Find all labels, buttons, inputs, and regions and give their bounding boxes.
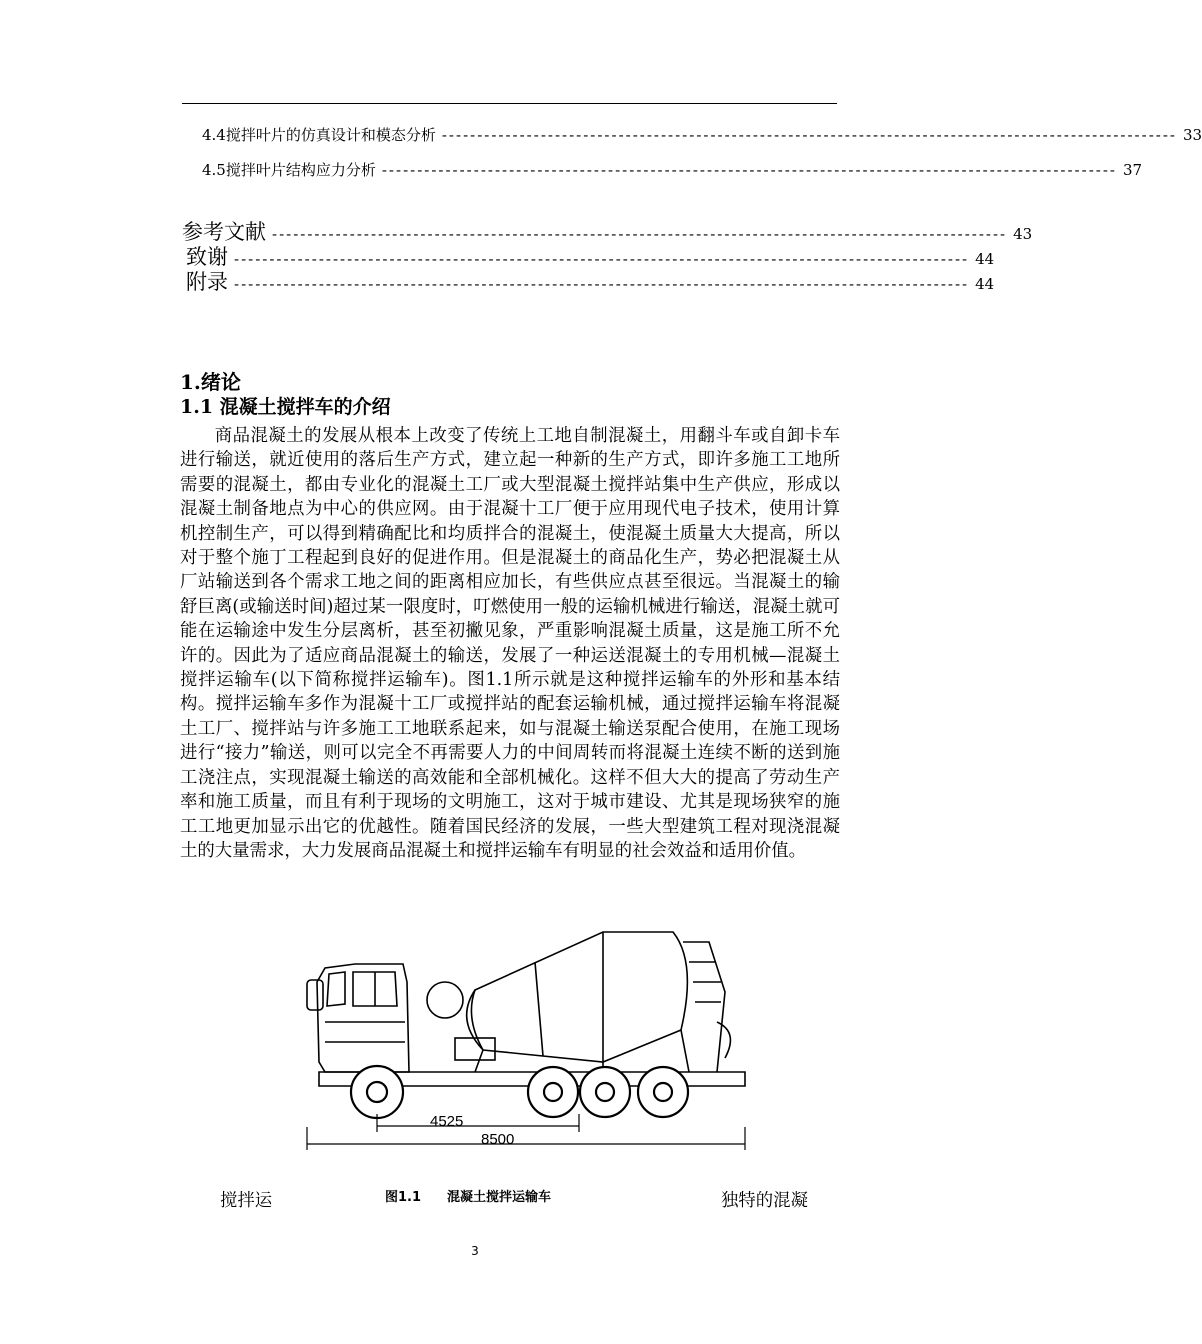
toc-leader: --------------------------------------------------------------------------------------------------------	[272, 225, 1008, 243]
page-number: 3	[471, 1244, 479, 1258]
toc-page: 33	[1182, 126, 1202, 144]
dimension-label-4525: 4525	[430, 1113, 464, 1130]
toc-leader: --------------------------------------------------------------------------------------------------------	[234, 250, 970, 268]
toc-leader: --------------------------------------------------------------------------------------------------------	[441, 126, 1177, 144]
header-rule	[182, 103, 837, 104]
toc-title: 4.4搅拌叶片的仿真设计和模态分析	[202, 126, 436, 144]
body-paragraph: 商品混凝土的发展从根本上改变了传统上工地自制混凝土，用翻斗车或自卸卡车进行输送，就近使用的落后生产方式，建立起一种新的生产方式，即许多施工工地所需要的混凝土，都由专业化的混凝土工厂或大型混凝土搅拌站集中生产供应，形成以混凝土制备地点为中心的供应网。由于混凝十工厂便于应用现代电子技术，使用计算机控制生产，可以得到精确配比和均质拌合的混凝土，使混凝土质量大大提高，所以对于整个施丁工程起到良好的促进作用。但是混凝土的商品化生产，势必把混凝土从厂站输送到各个需求工地之间的距离相应加长，有些供应点甚至很远。当混凝土的输舒巨离(或输送时间)超过某一限度时，叮燃使用一般的运输机械进行输送，混凝土就可能在运输途中发生分层离析，甚至初撇见象，严重影响混凝土质量，这是施工所不允许的。因此为了适应商品混凝土的输送，发展了一种运送混凝土的专用机械—混凝土搅拌运输车(以下简称搅拌运输车)。图1.1所示就是这种搅拌运输车的外形和基本结构。搅拌运输车多作为混凝十工厂或搅拌站的配套运输机械，通过搅拌运输车将混凝土工厂、搅拌站与许多施工工地联系起来，如与混凝土输送泵配合使用，在施工现场进行“接力”输送，则可以完全不再需要人力的中间周转而将混凝土连续不断的送到施工浇注点，实现混凝土输送的高效能和全部机械化。这样不但大大的提高了劳动生产率和施工质量，而且有利于现场的文明施工，这对于城市建设、尤其是现场狭窄的施工工地更加显示出它的优越性。随着国民经济的发展，一些大型建筑工程对现浇混凝土的大量需求，大力发展商品混凝土和搅拌运输车有明显的社会效益和适用价值。	[180, 426, 840, 861]
toc-page: 44	[975, 275, 995, 293]
figure-title: 混凝土搅拌运输车	[447, 1190, 552, 1205]
mixer-drum	[471, 932, 687, 1062]
toc-title: 附录	[186, 270, 228, 294]
body-continuation-left: 搅拌运	[220, 1191, 273, 1211]
body-continuation-right: 独特的混凝	[721, 1191, 808, 1211]
mirror-icon	[307, 980, 323, 1010]
dimension-label-8500: 8500	[481, 1131, 515, 1148]
toc-title: 致谢	[186, 245, 228, 269]
figure-caption	[385, 1186, 577, 1205]
chapter-heading: 1.绪论	[180, 370, 241, 394]
toc-leader: --------------------------------------------------------------------------------------------------------	[234, 275, 970, 293]
toc-title: 4.5搅拌叶片结构应力分析	[202, 161, 376, 179]
toc-entry[interactable]	[182, 266, 995, 296]
toc-leader: --------------------------------------------------------------------------------------------------------	[381, 161, 1117, 179]
cab-window-front	[327, 972, 345, 1006]
toc-page: 37	[1122, 161, 1143, 179]
toc-title: 参考文献	[182, 220, 266, 244]
toc-entry[interactable]	[182, 159, 1143, 180]
toc-page: 44	[975, 250, 995, 268]
section-heading: 1.1 混凝土搅拌车的介绍	[180, 396, 391, 418]
mixer-truck-figure	[285, 922, 755, 1162]
toc-page: 43	[1013, 225, 1033, 243]
water-tank-icon	[427, 982, 463, 1018]
figure-number: 图1.1	[385, 1190, 422, 1205]
toc-entry[interactable]	[182, 124, 1202, 145]
